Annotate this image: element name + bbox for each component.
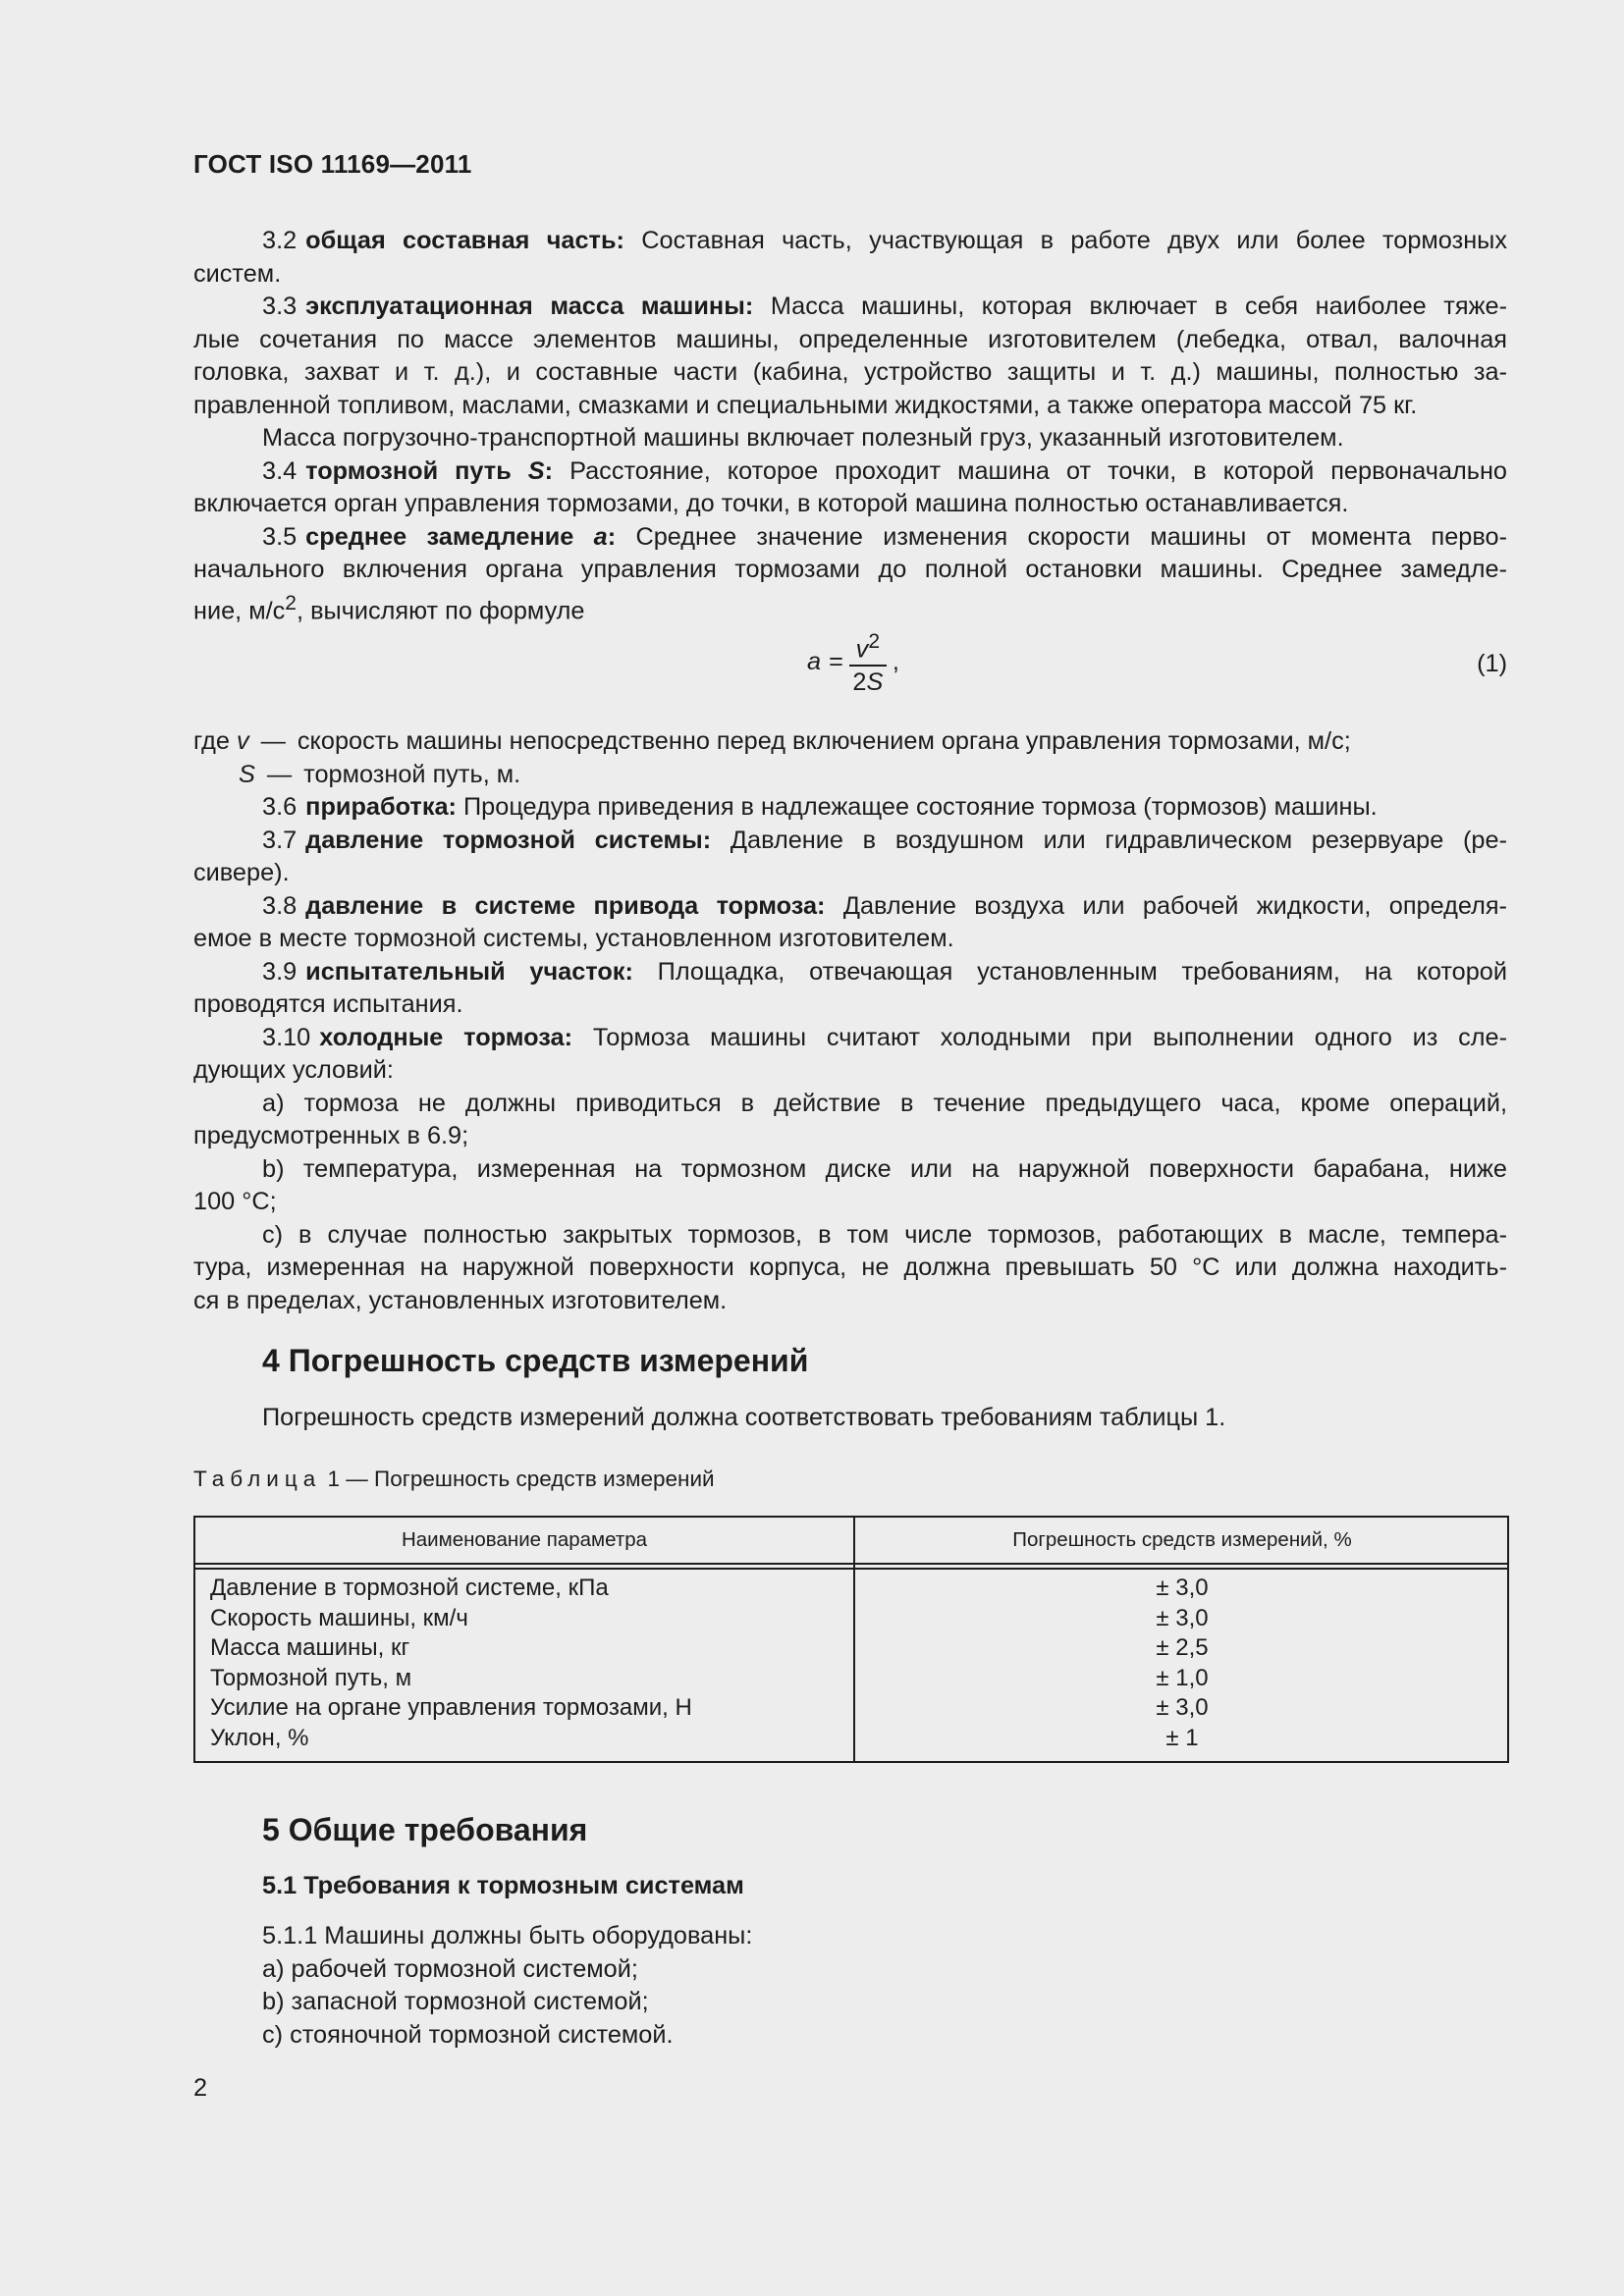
table-cell-parameter: Давление в тормозной системе, кПа (210, 1575, 609, 1601)
formula-lhs: a (807, 648, 822, 676)
term: общая составная часть: (305, 227, 624, 254)
legend-dash: — (266, 760, 293, 788)
definition-text: дующих условий: (193, 1056, 394, 1085)
definition-text: Среднее значение изменения скорости машины от момента перво- (635, 522, 1508, 551)
term: давление в системе привода тормоза: (305, 891, 826, 920)
condition-c (193, 1219, 1507, 1318)
table-row (195, 1725, 1507, 1755)
definition-3-8 (193, 890, 1507, 956)
definition-3-3 (193, 291, 1507, 455)
page-number: 2 (193, 2074, 208, 2102)
table-cell-error: ± 2,5 (1156, 1634, 1209, 1661)
formula-v: v (855, 635, 869, 664)
condition-text: c) в случае полностью закрытых тормозов, в том числе тормозов, работающих в масле, темпера- (262, 1220, 1507, 1249)
clause-number: 3.9 (262, 957, 298, 986)
definition-text: емое в месте тормозной системы, установленном изготовителем. (193, 925, 954, 953)
table-header-divider (195, 1568, 1507, 1570)
condition-text: предусмотренных в 6.9; (193, 1122, 469, 1150)
table-row (195, 1605, 1507, 1635)
term-symbol: S (527, 456, 545, 485)
table-cell-error: ± 3,0 (1156, 1694, 1209, 1721)
brake-systems-list (262, 1920, 752, 2052)
clause-number: 3.3 (262, 293, 298, 320)
list-item: c) стояночной тормозной системой. (262, 2020, 674, 2049)
definition-3-7 (193, 825, 1507, 890)
table-cell-error: ± 1 (1165, 1724, 1199, 1751)
definitions-block (193, 225, 1507, 1317)
list-item: b) запасной тормозной системой; (262, 1988, 649, 2015)
term: приработка: (305, 793, 457, 822)
formula-denominator (852, 667, 883, 698)
legend-symbol: S (239, 760, 255, 788)
definition-text: Расстояние, которое проходит машина от точки, в которой первоначально (569, 456, 1508, 485)
legend-row-s (193, 759, 1507, 792)
clause-number: 3.5 (262, 522, 298, 551)
definition-text: ние, м/с (193, 596, 286, 624)
term: среднее замедление (305, 522, 574, 551)
formula-1 (193, 627, 1507, 725)
term-colon: : (607, 522, 617, 551)
list-item: a) рабочей тормозной системой; (262, 1954, 638, 1983)
table-header-parameter: Наименование параметра (401, 1528, 648, 1551)
formula-expression (807, 627, 899, 697)
condition-text: ся в пределах, установленных изготовителем. (193, 1286, 728, 1314)
condition-text: 100 °С; (193, 1188, 277, 1216)
measurement-error-table (193, 1516, 1509, 1763)
definition-text: Давление в воздушном или гидравлическом резервуаре (ре- (730, 826, 1507, 854)
definition-text: Масса погрузочно-транспортной машины включает полезный груз, указанный изготовителем. (262, 424, 1344, 452)
table-cell-parameter: Уклон, % (210, 1724, 309, 1751)
term-symbol: a (593, 522, 608, 551)
section-4-text: Погрешность средств измерений должна соответствовать требованиям таблицы 1. (262, 1404, 1226, 1431)
formula-legend (193, 725, 1507, 791)
table-header-error: Погрешность средств измерений, % (1012, 1528, 1352, 1551)
definition-text: Составная часть, участвующая в работе двух или более тормозных (641, 227, 1507, 254)
formula-number: (1) (1477, 650, 1507, 678)
legend-symbol: v (236, 727, 249, 756)
caption-word: Таблица (193, 1467, 322, 1491)
definition-text: Площадка, отвечающая установленным требованиям, на которой (657, 957, 1507, 986)
definition-3-10 (193, 1022, 1507, 1088)
table-row (195, 1665, 1507, 1695)
formula-numerator (852, 627, 884, 664)
clause-number: 3.4 (262, 456, 298, 485)
legend-intro: где (193, 727, 230, 756)
legend-text: тормозной путь, м. (303, 760, 521, 788)
section-5-heading: 5 Общие требования (262, 1812, 588, 1847)
definition-3-5 (193, 521, 1507, 628)
definition-text: сивере). (193, 859, 290, 887)
legend-row-v (193, 725, 1507, 759)
table-body (195, 1575, 1507, 1754)
legend-text: скорость машины непосредственно перед включением органа управления тормозами, м/с; (297, 727, 1351, 756)
definition-text: лые сочетания по массе элементов машины, определенные изготовителем (лебедка, отвал, валочная (193, 325, 1507, 353)
term: тормозной путь (305, 456, 512, 485)
definition-3-2 (193, 225, 1507, 291)
table-cell-error: ± 3,0 (1156, 1604, 1209, 1631)
document-header: ГОСТ ISO 11169—2011 (193, 149, 472, 179)
formula-den-sym: S (866, 667, 884, 696)
table-cell-parameter: Скорость машины, км/ч (210, 1604, 468, 1631)
condition-a (193, 1088, 1507, 1153)
definition-3-6 (193, 791, 1507, 825)
term: холодные тормоза: (319, 1023, 573, 1051)
definition-text: Тормоза машины считают холодными при выполнении одного из сле- (592, 1023, 1508, 1051)
term: эксплуатационная масса машины: (305, 293, 754, 320)
table-row (195, 1575, 1507, 1605)
subsection-5-1-heading: 5.1 Требования к тормозным системам (262, 1872, 744, 1899)
term: испытательный участок: (305, 957, 633, 986)
legend-dash: — (260, 727, 286, 756)
table-cell-error: ± 1,0 (1156, 1664, 1209, 1691)
clause-number: 3.7 (262, 826, 298, 854)
formula-sup: 2 (868, 630, 881, 654)
definition-3-4 (193, 455, 1507, 521)
superscript: 2 (285, 591, 298, 614)
condition-text: b) температура, измеренная на тормозном диске или на наружной поверхности барабана, ниже (262, 1154, 1507, 1183)
table-cell-parameter: Тормозной путь, м (210, 1664, 412, 1691)
definition-text: включается орган управления тормозами, до точки, в которой машина полностью останавливается. (193, 490, 1349, 517)
definition-text: , вычисляют по формуле (297, 596, 585, 624)
definition-text: начального включения органа управления тормозами до полной остановки машины. Среднее замедле- (193, 556, 1507, 583)
list-item: 5.1.1 Машины должны быть оборудованы: (262, 1922, 753, 1949)
definition-text: проводятся испытания. (193, 990, 463, 1019)
section-4-heading: 4 Погрешность средств измерений (262, 1343, 809, 1378)
caption-title: 1 — Погрешность средств измерений (327, 1467, 715, 1491)
formula-comma: , (892, 648, 899, 676)
definition-text: Процедура приведения в надлежащее состояние тормоза (тормозов) машины. (463, 793, 1378, 822)
condition-b (193, 1153, 1507, 1219)
definition-text: Масса машины, которая включает в себя наиболее тяже- (770, 293, 1508, 320)
clause-number: 3.2 (262, 227, 298, 254)
formula-equals: = (829, 648, 843, 676)
definition-3-9 (193, 956, 1507, 1022)
formula-den-num: 2 (852, 667, 867, 696)
table-row (195, 1634, 1507, 1665)
table-cell-error: ± 3,0 (1156, 1575, 1209, 1601)
definition-text: головка, захват и т. д.), и составные части (кабина, устройство защиты и т. д.) машины, полностью за- (193, 358, 1507, 386)
term-colon: : (544, 456, 554, 485)
clause-number: 3.10 (262, 1023, 311, 1051)
table-header-divider (195, 1563, 1507, 1565)
definition-text: Давление воздуха или рабочей жидкости, определя- (842, 891, 1507, 920)
definition-text: систем. (193, 259, 282, 288)
clause-number: 3.8 (262, 891, 298, 920)
definition-text: правленной топливом, маслами, смазками и специальными жидкостями, а также оператора массой 75 кг. (193, 391, 1418, 419)
table-cell-parameter: Масса машины, кг (210, 1634, 410, 1661)
term: давление тормозной системы: (305, 826, 712, 854)
table-row (195, 1694, 1507, 1725)
formula-fraction (849, 627, 887, 697)
table-cell-parameter: Усилие на органе управления тормозами, Н (210, 1694, 692, 1721)
clause-number: 3.6 (262, 793, 298, 822)
condition-text: a) тормоза не должны приводиться в действие в течение предыдущего часа, кроме операций, (262, 1089, 1507, 1117)
table-caption (193, 1467, 715, 1492)
condition-text: тура, измеренная на наружной поверхности корпуса, не должна превышать 50 °С или должна находить- (193, 1254, 1507, 1282)
